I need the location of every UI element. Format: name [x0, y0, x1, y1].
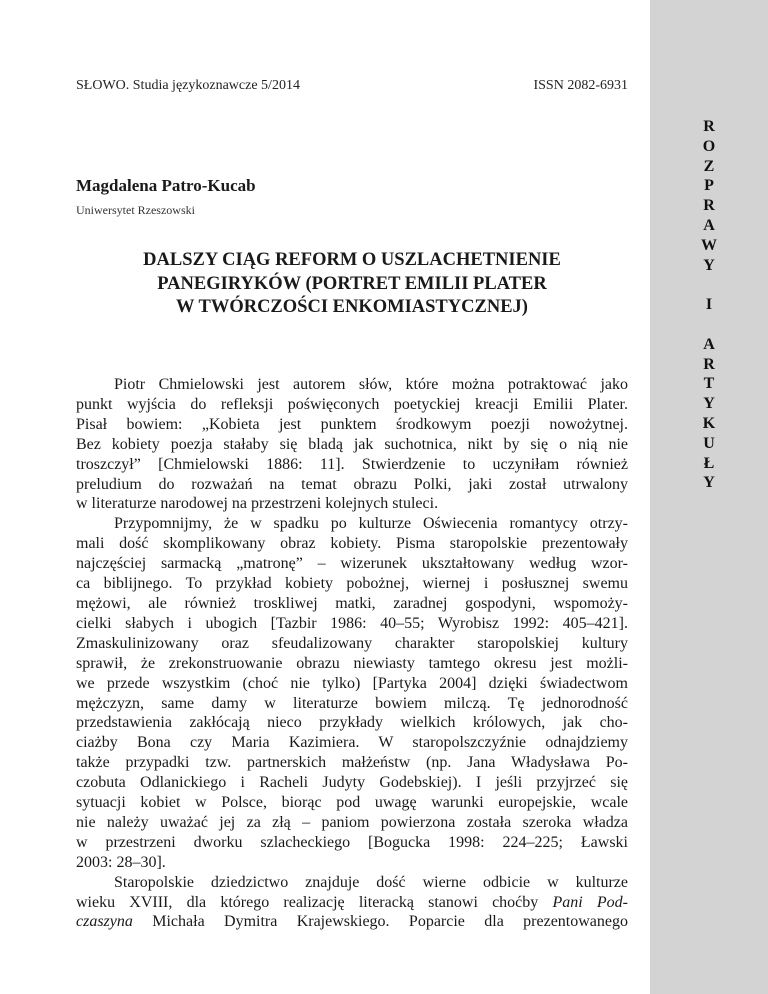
body-line: mali dość skomplikowany obraz kobiety. Pisma staropolskie prezentowały [76, 535, 628, 553]
author-affiliation: Uniwersytet Rzeszowski [76, 203, 195, 217]
body-line: sytuacji kobiet w Polsce, biorąc pod uwagę warunki europejskie, wcale [76, 794, 628, 812]
body-line: w przestrzeni dworku szlacheckiego [Bogucka 1998: 224–225; Ławski [76, 833, 628, 851]
section-letter: Y [703, 474, 715, 492]
section-letter: O [702, 137, 716, 155]
body-line: najczęściej sarmacką „matronę” – wizerunek ukształtowany według wzor- [76, 555, 628, 573]
body-line: mężczyzn, same damy w literaturze bowiem milczą. Tę jednorodność [76, 694, 628, 712]
article-title [76, 249, 628, 320]
body-line: w literaturze narodowej na przestrzeni kolejnych stuleci. [76, 495, 439, 513]
issn: ISSN 2082-6931 [533, 78, 628, 93]
body-line: także przypadki tzw. partnerskich małżeństw (np. Jana Władysława Po- [76, 754, 628, 772]
body-line: ca biblijnego. To przykład kobiety pobożnej, wiernej i posłusznej swemu [76, 575, 628, 593]
body-line: ciażby Bona czy Maria Kazimiera. W staropolszczyźnie odnajdziemy [76, 734, 628, 752]
body-text: Michała Dymitra Krajewskiego. Poparcie dla prezentowanego [132, 913, 628, 931]
body-line: Przypomnijmy, że w spadku po kulturze Oświecenia romantycy otrzy- [114, 515, 628, 533]
section-letter: Y [703, 395, 715, 413]
section-letter: A [703, 335, 715, 353]
section-letter: T [703, 375, 715, 393]
body-line: czobuta Odlanickiego i Racheli Judyty Godebskiej). I jeśli przyjrzeć się [76, 774, 628, 792]
title-line: DALSZY CIĄG REFORM O USZLACHETNIENIE [143, 250, 561, 270]
body-line: troszczył” [Chmielowski 1886: 11]. Stwierdzenie to uczyniłam również [76, 455, 628, 473]
body-line: Bez kobiety poezja stałaby się bladą jak suchotnica, nikt by się o nią nie [76, 435, 628, 453]
body-line [76, 912, 628, 932]
journal-title: SŁOWO. Studia językoznawcze 5/2014 [76, 78, 300, 93]
section-letter: A [703, 216, 715, 234]
section-letter: R [703, 197, 715, 215]
body-line: sprawił, że zrekonstruowanie obrazu niewiasty tamtego okresu jest możli- [76, 654, 628, 672]
section-letter: Z [703, 157, 715, 175]
section-letter: U [703, 434, 715, 452]
body-line: mężowi, ale również troskliwej matki, zaradnej gospodyni, wspomoży- [76, 594, 628, 612]
body-line: Zmaskulinizowany oraz sfeudalizowany charakter staropolskiej kultury [76, 634, 628, 652]
body-line: preludium do rozważań na temat obrazu Polki, jaki został utrwalony [76, 475, 628, 493]
section-letter: P [704, 177, 714, 195]
section-letter: K [702, 414, 716, 432]
section-sidebar [650, 0, 768, 994]
body-line: nie należy uważać jej za złą – paniom powierzona została szeroka władza [76, 813, 628, 831]
work-title: Pani Pod- [552, 893, 628, 911]
body-line: Pisał bowiem: „Kobieta jest punktem środkowym poezji nowożytnej. [76, 415, 628, 433]
section-letter: Ł [703, 454, 715, 472]
section-letter: R [703, 118, 715, 135]
section-letter: R [703, 355, 715, 373]
article-body [76, 375, 628, 932]
body-line: 2003: 28–30]. [76, 853, 166, 871]
body-text: wieku XVIII, dla którego realizację literacką stanowi choćby [76, 893, 553, 911]
section-letter: I [705, 296, 713, 314]
body-line: cielki słabych i ubogich [Tazbir 1986: 40–55; Wyrobisz 1992: 405–421]. [76, 614, 628, 632]
section-letter [650, 275, 768, 295]
work-title: czaszyna [76, 913, 133, 931]
section-letter: Y [703, 256, 715, 274]
body-line: punkt wyjścia do refleksji poświęconych poetyckiej kreacji Emilii Plater. [76, 395, 628, 413]
title-line: PANEGIRYKÓW (PORTRET EMILII PLATER [157, 273, 547, 294]
body-line [76, 893, 628, 913]
section-letter: W [701, 236, 717, 254]
body-line: przedstawienia zakłócają nieco przykłady wielkich królowych, jak cho- [76, 714, 628, 732]
title-line: W TWÓRCZOŚCI ENKOMIASTYCZNEJ) [176, 297, 528, 317]
body-line: we przede wszystkim (choć nie tylko) [Partyka 2004] dzięki świadectwom [76, 674, 628, 692]
author-name: Magdalena Patro-Kucab [76, 176, 256, 195]
body-line: Piotr Chmielowski jest autorem słów, które można potraktować jako [114, 376, 628, 393]
section-letter [650, 315, 768, 335]
body-line: Staropolskie dziedzictwo znajduje dość wierne odbicie w kulturze [114, 873, 628, 891]
section-label-vertical [650, 117, 768, 493]
